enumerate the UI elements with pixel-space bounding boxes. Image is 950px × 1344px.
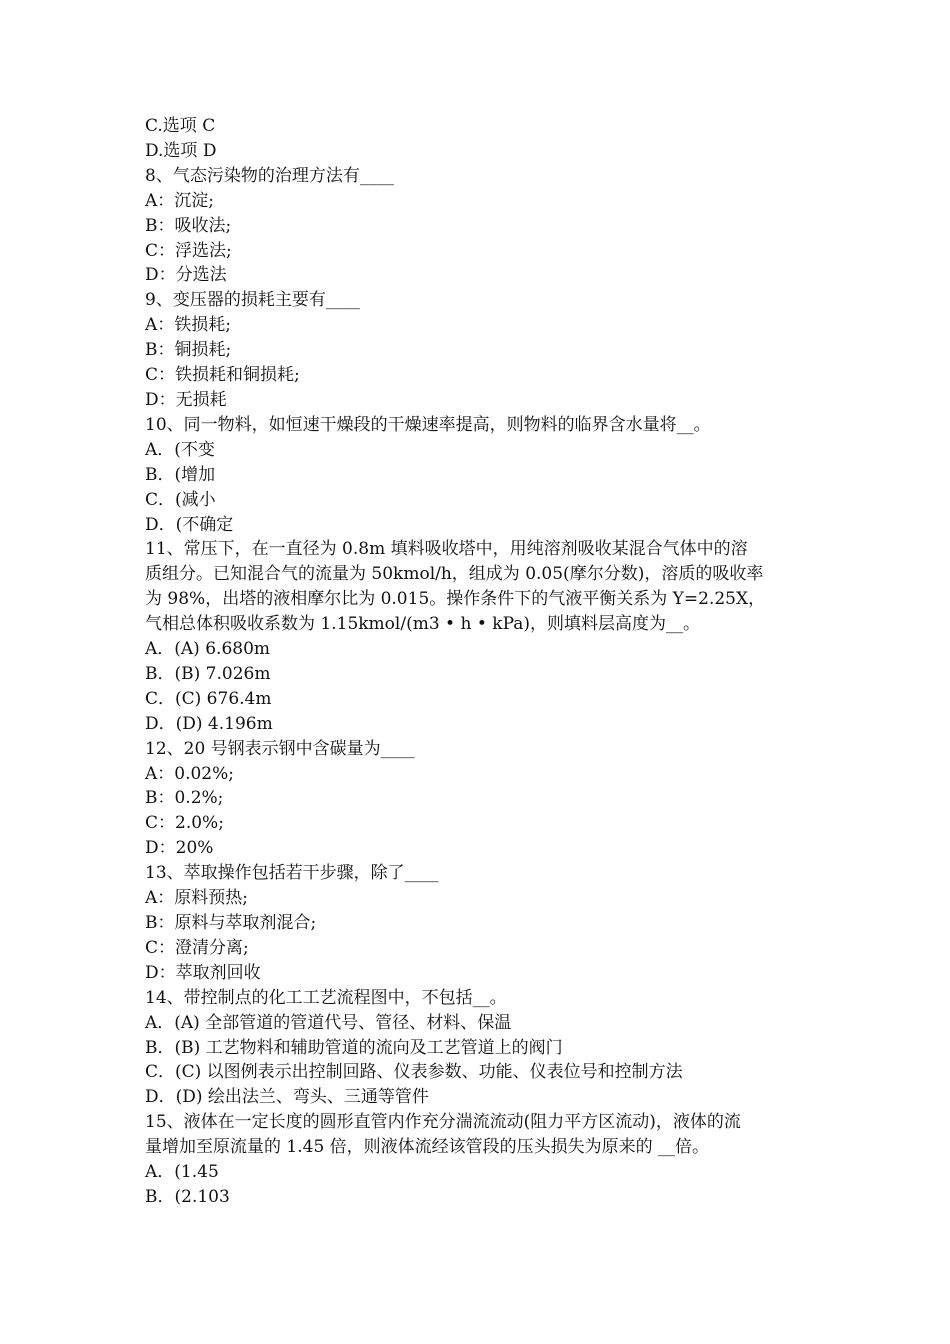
option-line: A．(不变 bbox=[145, 439, 215, 460]
question-12: 12、20 号钢表示钢中含碳量为____ bbox=[145, 738, 415, 759]
option-line: C．(C) 676.4m bbox=[145, 688, 272, 709]
option-line: A．(1.45 bbox=[145, 1162, 219, 1183]
option-line: D：20% bbox=[145, 838, 214, 859]
question-9: 9、变压器的损耗主要有____ bbox=[145, 290, 360, 311]
option-line: B．(B) 工艺物料和辅助管道的流向及工艺管道上的阀门 bbox=[145, 1037, 563, 1058]
option-line: C：2.0%; bbox=[145, 813, 224, 834]
question-11-line-3: 为 98%，出塔的液相摩尔比为 0.015。操作条件下的气液平衡关系为 Y=2.25X， bbox=[145, 589, 766, 610]
question-11-line-4: 气相总体积吸收系数为 1.15kmol/(m3 • h • kPa)，则填料层高度为__。 bbox=[145, 614, 701, 635]
option-line: D：无损耗 bbox=[145, 389, 227, 410]
question-10: 10、同一物料，如恒速干燥段的干燥速率提高，则物料的临界含水量将__。 bbox=[145, 414, 711, 435]
option-line: C：铁损耗和铜损耗; bbox=[145, 365, 300, 386]
option-line: D．(D) 绘出法兰、弯头、三通等管件 bbox=[145, 1087, 429, 1108]
document-body bbox=[145, 114, 815, 1210]
question-15-line-2: 量增加至原流量的 1.45 倍，则液体流经该管段的压头损失为原来的 __倍。 bbox=[145, 1137, 710, 1158]
question-13: 13、萃取操作包括若干步骤，除了____ bbox=[145, 863, 439, 884]
question-11-line-2: 质组分。已知混合气的流量为 50kmol/h，组成为 0.05(摩尔分数)，溶质的吸收率 bbox=[145, 564, 764, 585]
text-line: C.选项 C bbox=[145, 116, 216, 136]
option-line: D：分选法 bbox=[145, 265, 227, 286]
question-14: 14、带控制点的化工工艺流程图中，不包括__。 bbox=[145, 987, 507, 1008]
option-line: C．(C) 以图例表示出控制回路、仪表参数、功能、仪表位号和控制方法 bbox=[145, 1062, 683, 1083]
option-line: A．(A) 6.680m bbox=[145, 639, 271, 660]
option-line: B：吸收法; bbox=[145, 215, 232, 236]
option-line: A．(A) 全部管道的管道代号、管径、材料、保温 bbox=[145, 1012, 512, 1033]
option-line: A：0.02%; bbox=[145, 763, 235, 784]
option-line: B：原料与萃取剂混合; bbox=[145, 913, 317, 933]
question-8: 8、气态污染物的治理方法有____ bbox=[145, 165, 394, 186]
option-line: B．(增加 bbox=[145, 464, 216, 485]
option-line: B：0.2%; bbox=[145, 788, 224, 809]
question-11-line-1: 11、常压下，在一直径为 0.8m 填料吸收塔中，用纯溶剂吸收某混合气体中的溶 bbox=[145, 539, 748, 560]
question-15-line-1: 15、液体在一定长度的圆形直管内作充分湍流流动(阻力平方区流动)，液体的流 bbox=[145, 1112, 741, 1133]
option-line: C：浮选法; bbox=[145, 240, 232, 261]
option-line: A：原料预热; bbox=[145, 888, 249, 909]
option-line: C：澄清分离; bbox=[145, 937, 249, 958]
option-line: A：沉淀; bbox=[145, 190, 215, 211]
option-line: B．(2.103 bbox=[145, 1186, 230, 1207]
option-line: B．(B) 7.026m bbox=[145, 663, 271, 684]
option-line: D：萃取剂回收 bbox=[145, 962, 261, 983]
option-line: B：铜损耗; bbox=[145, 340, 232, 361]
option-line: D．(不确定 bbox=[145, 514, 234, 535]
option-line: A：铁损耗; bbox=[145, 315, 232, 336]
text-line: D.选项 D bbox=[145, 140, 217, 161]
option-line: D．(D) 4.196m bbox=[145, 713, 273, 734]
option-line: C．(减小 bbox=[145, 489, 216, 510]
